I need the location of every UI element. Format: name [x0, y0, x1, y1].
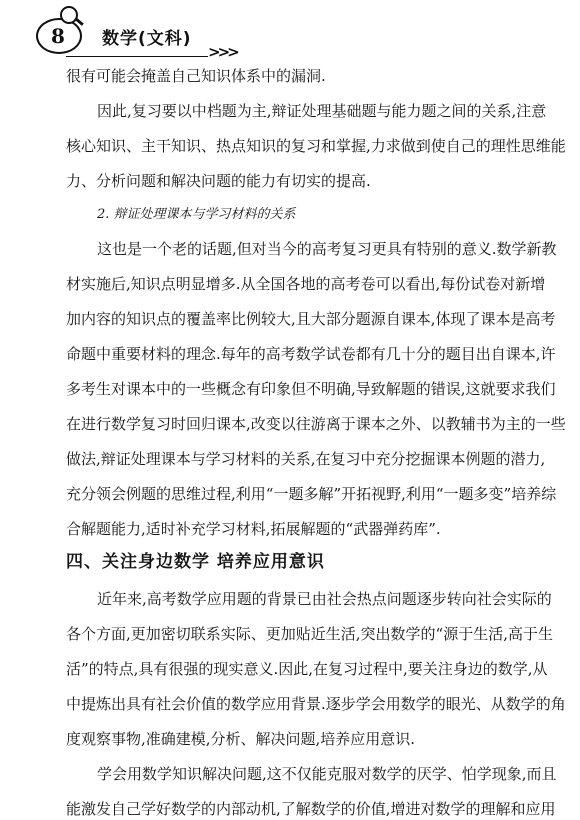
- text-line: 命题中重要材料的理念.每年的高考数学试卷都有几十分的题目出自课本,许: [66, 345, 556, 363]
- text-line: 各个方面,更加密切联系实际、更加贴近生活,突出数学的“源于生活,高于生: [66, 625, 553, 643]
- text-line: 充分领会例题的思维过程,利用“一题多解”开拓视野,利用“一题多变”培养综: [66, 485, 557, 503]
- text-line: 很有可能会掩盖自己知识体系中的漏洞.: [66, 67, 326, 85]
- text-line: 合解题能力,适时补充学习材料,拓展解题的“武器弹药库”.: [66, 520, 441, 538]
- paragraph-start: 因此,复习要以中档题为主,辩证处理基础题与能力题之间的关系,注意: [97, 102, 547, 120]
- paragraph-start: 近年来,高考数学应用题的背景已由社会热点问题逐步转向社会实际的: [97, 590, 552, 608]
- paragraph-start: 学会用数学知识解决问题,这不仅能克服对数学的厌学、怕学现象,而且: [97, 765, 557, 783]
- text-line: 做法,辩证处理课本与学习材料的关系,在复习中充分挖掘课本例题的潜力,: [66, 450, 546, 468]
- subsection-heading: 2. 辩证处理课本与学习材料的关系: [97, 207, 296, 222]
- book-title: 数学(文科): [102, 29, 192, 49]
- text-line: 加内容的知识点的覆盖率比例较大,且大部分题源自课本,体现了课本是高考: [66, 310, 556, 328]
- text-line: 力、分析问题和解决问题的能力有切实的提高.: [66, 172, 371, 190]
- text-line: 活”的特点,具有很强的现实意义.因此,在复习过程中,要关注身边的数学,从: [66, 660, 548, 678]
- page-header: [32, 14, 552, 62]
- text-line: 中提炼出具有社会价值的数学应用背景.逐步学会用数学的眼光、从数学的角: [66, 695, 566, 713]
- section-heading: 四、关注身边数学 培养应用意识: [66, 552, 325, 572]
- header-rule: [66, 56, 208, 57]
- magnifier-icon: [60, 6, 78, 24]
- text-line: 多考生对课本中的一些概念有印象但不明确,导致解题的错误,这就要求我们: [66, 380, 556, 398]
- text-line: 度观察事物,准确建模,分析、解决问题,培养应用意识.: [66, 730, 416, 748]
- page-number-badge: [36, 18, 82, 54]
- arrows-icon: >>>: [208, 43, 237, 61]
- text-line: 在进行数学复习时回归课本,改变以往游离于课本之外、以教辅书为主的一些: [66, 415, 566, 433]
- page-number: 8: [51, 24, 65, 48]
- paragraph-start: 这也是一个老的话题,但对当今的高考复习更具有特别的意义.数学新教: [97, 240, 557, 258]
- text-line: 核心知识、主干知识、热点知识的复习和掌握,力求做到使自己的理性思维能: [66, 137, 566, 155]
- text-line: 材实施后,知识点明显增多.从全国各地的高考卷可以看出,每份试卷对新增: [66, 275, 546, 293]
- text-line: 能激发自己学好数学的内部动机,了解数学的价值,增进对数学的理解和应用: [66, 800, 556, 818]
